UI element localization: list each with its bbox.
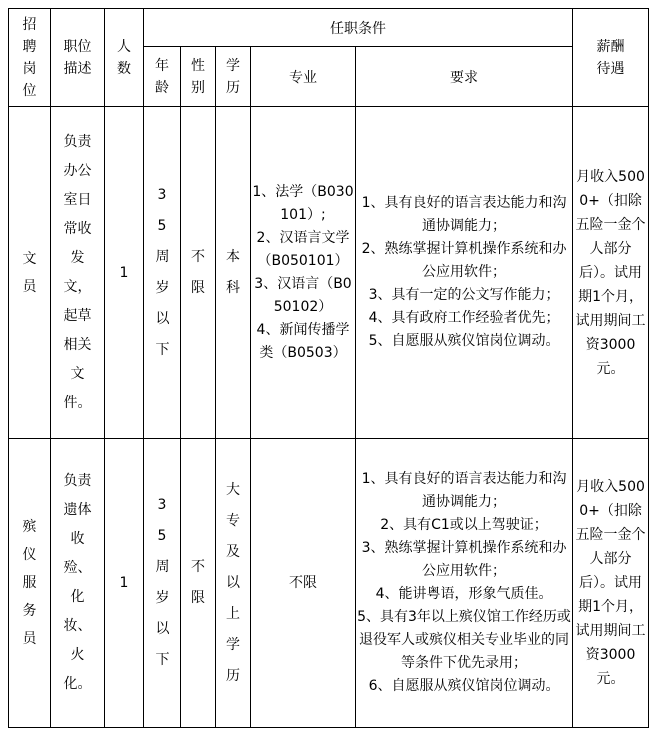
header-education [216,47,251,107]
education-limit: 大专及以上学历 [226,481,240,684]
header-salary [573,9,649,107]
header-requirements: 要求 [356,47,573,107]
header-desc [51,9,105,107]
cell-count: 1 [105,439,144,728]
age-limit: 35周岁以下 [155,186,170,358]
cell-education [216,439,251,728]
header-post-label: 招聘岗位 [22,16,37,99]
post-name: 殡仪服务员 [22,519,37,647]
age-limit: 35周岁以下 [155,497,170,668]
header-salary-label: 薪酬待遇 [596,38,625,77]
cell-salary: 月收入5000+（扣除五险一金个人部分后）。试用期1个月，试用期间工资3000元。 [573,439,649,728]
cell-education [216,107,251,439]
header-desc-label: 职位描述 [63,38,92,77]
cell-age [144,439,181,728]
cell-major: 不限 [251,439,356,728]
cell-gender [181,107,216,439]
gender-limit: 不限 [191,248,205,296]
post-description: 负责办公室日常收发文，起草相关文件。 [63,133,92,411]
header-count [105,9,144,107]
header-conditions: 任职条件 [144,9,573,47]
header-age [144,47,181,107]
header-education-label: 学历 [226,57,240,96]
cell-post [9,107,51,439]
gender-limit: 不限 [191,559,205,606]
cell-gender [181,439,216,728]
cell-requirements: 1、具有良好的语言表达能力和沟通协调能力； 2、具有C1或以上驾驶证； 3、熟练掌握计算机操作系统和办公应用软件； 4、能讲粤语，形象气质佳。 5、具有3年以上殡仪馆工作经历或退役军人或殡仪相关专业毕业的同等条件下优先录用； 6、自愿服从殡仪馆岗位调动。 [356,439,573,728]
header-age-label: 年龄 [155,57,169,96]
header-count-label: 人数 [117,38,131,77]
table-row-clerk [9,107,649,439]
recruitment-table [8,8,649,728]
cell-major: 1、法学（B030101）; 2、汉语言文学（B050101） 3、汉语言（B050102） 4、新闻传播学类（B0503） [251,107,356,439]
header-gender-label: 性别 [191,57,205,96]
cell-count: 1 [105,107,144,439]
cell-age [144,107,181,439]
post-description: 负责遗体收殓、化妆、火化。 [63,473,92,692]
education-limit: 本科 [226,248,240,296]
table-row-funeral-attendant [9,439,649,728]
header-major: 专业 [251,47,356,107]
post-name: 文员 [22,250,37,295]
cell-desc [51,107,105,439]
header-row-top [9,9,649,47]
cell-salary: 月收入5000+（扣除五险一金个人部分后）。试用期1个月，试用期间工资3000元。 [573,107,649,439]
cell-desc [51,439,105,728]
cell-requirements: 1、具有良好的语言表达能力和沟通协调能力； 2、熟练掌握计算机操作系统和办公应用软件； 3、具有一定的公文写作能力； 4、具有政府工作经验者优先； 5、自愿服从殡仪馆岗位调动。 [356,107,573,439]
header-post [9,9,51,107]
cell-post [9,439,51,728]
header-gender [181,47,216,107]
